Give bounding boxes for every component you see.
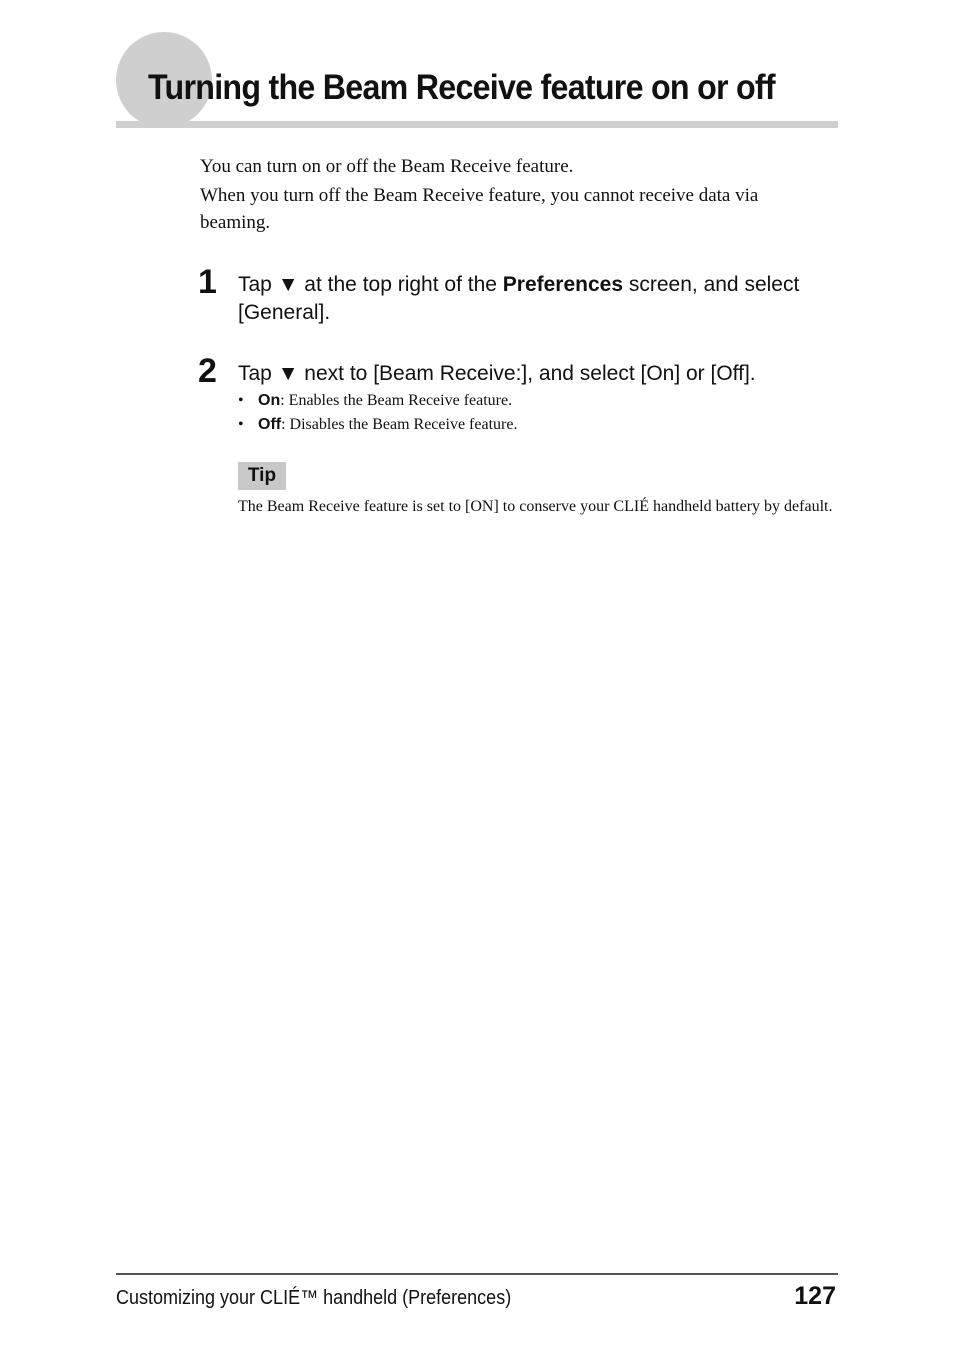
- step-2-number: 2: [198, 352, 217, 390]
- step-1-text-pre: Tap ▼ at the top right of the: [238, 273, 503, 296]
- intro-line-1: You can turn on or off the Beam Receive feature.: [200, 156, 574, 177]
- option-description: : Disables the Beam Receive feature.: [281, 416, 518, 433]
- option-off: [238, 413, 517, 437]
- step-1-text: [238, 271, 838, 327]
- options-list: [238, 389, 517, 437]
- page-number: 127: [794, 1282, 836, 1310]
- title-underline: [116, 121, 838, 128]
- bullet-dot: •: [238, 416, 244, 433]
- bullet-dot: •: [238, 392, 244, 409]
- intro-line-2: When you turn off the Beam Receive feature, you cannot receive data via beaming.: [200, 185, 759, 233]
- option-description: : Enables the Beam Receive feature.: [280, 392, 513, 409]
- option-on: [238, 389, 517, 413]
- step-2-text: Tap ▼ next to [Beam Receive:], and select [On] or [Off].: [238, 362, 756, 385]
- option-term: On: [258, 392, 281, 409]
- option-term: Off: [258, 416, 282, 433]
- page-title: Turning the Beam Receive feature on or off: [148, 68, 775, 107]
- tip-label: Tip: [238, 462, 286, 490]
- step-1-number: 1: [198, 263, 217, 301]
- step-1-text-post: screen, and select [General].: [238, 273, 800, 324]
- tip-text: The Beam Receive feature is set to [ON] to conserve your CLIÉ handheld battery by default.: [238, 498, 833, 515]
- footer-section-title: Customizing your CLIÉ™ handheld (Preferences): [116, 1287, 512, 1309]
- step-1-screen-name: Preferences: [502, 273, 624, 296]
- footer-divider: [116, 1273, 838, 1275]
